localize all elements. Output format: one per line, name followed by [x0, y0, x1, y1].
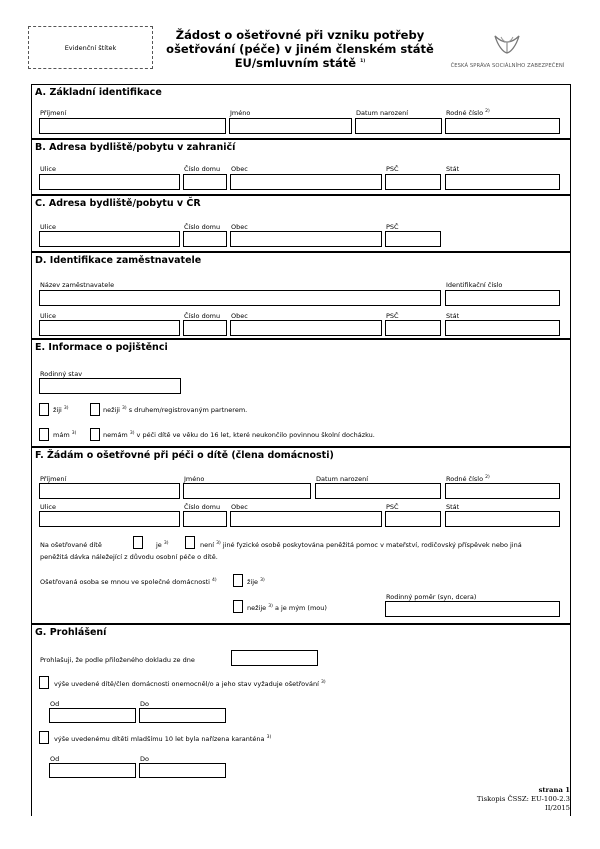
support-is-label: je $^{3)}$ [156, 540, 169, 549]
section-e-title: E. Informace o pojištěnci [35, 342, 168, 353]
title-line-3: EU/smluvním státě $^{1)}$ [234, 56, 366, 70]
section-f-child-care [31, 447, 571, 624]
section-a-title: A. Základní identifikace [35, 87, 162, 98]
section-f-title: F. Žádám o ošetřovné při péči o dítě (člena domácnosti) [35, 450, 334, 461]
illness-from-field[interactable] [49, 708, 136, 723]
section-b-title: B. Adresa bydliště/pobytu v zahraničí [35, 142, 236, 153]
label-to: Do [140, 755, 149, 763]
quarantine-label: výše uvedenému dítěti mladšímu 10 let byla nařízena karanténa $^{3)}$ [54, 734, 272, 743]
document-date-field[interactable] [231, 650, 318, 666]
lives-label: žiji $^{3)}$ [53, 405, 69, 414]
form-code: Tiskopis ČSSZ: EU-100-2.3 [476, 795, 570, 803]
employer-zip-field[interactable] [385, 320, 441, 336]
label-city: Obec [231, 503, 248, 511]
relation-field[interactable] [385, 601, 560, 617]
label-to: Do [140, 700, 149, 708]
no-child-checkbox[interactable] [90, 428, 100, 441]
label-birthdate: Datum narození [356, 109, 408, 117]
label-zip: PSČ [386, 165, 399, 173]
employer-country-field[interactable] [445, 320, 560, 336]
label-country: Stát [446, 165, 460, 173]
section-c-title: C. Adresa bydliště/pobytu v ČR [35, 198, 201, 209]
child-birthnum-field[interactable] [445, 483, 560, 499]
label-housenum: Číslo domu [184, 165, 221, 173]
label-street: Ulice [40, 312, 56, 320]
child-housenum-field[interactable] [183, 511, 227, 527]
label-street: Ulice [40, 223, 56, 231]
label-housenum: Číslo domu [184, 312, 221, 320]
label-city: Obec [231, 223, 248, 231]
form-title [165, 28, 435, 70]
label-surname: Příjmení [40, 475, 67, 483]
quarantine-to-field[interactable] [139, 763, 226, 778]
label-zip: PSČ [386, 312, 399, 320]
label-birthnum: Rodné číslo $^{2)}$ [446, 108, 490, 117]
label-employer: Název zaměstnavatele [40, 281, 115, 289]
illness-label: výše uvedené dítě/člen domácnosti onemocněl/o a jeho stav vyžaduje ošetřování $^{3)}$ [54, 679, 326, 688]
household-label: Ošetřovaná osoba se mnou ve společné domácnosti $^{4)}$ [40, 577, 217, 586]
label-city: Obec [231, 312, 248, 320]
quarantine-from-field[interactable] [49, 763, 136, 778]
cssz-logo-name: ČESKÁ SPRÁVA SOCIÁLNÍHO ZABEZPEČENÍ [450, 63, 565, 69]
has-child-checkbox[interactable] [39, 428, 49, 441]
illness-checkbox[interactable] [39, 676, 49, 689]
label-from: Od [50, 700, 60, 708]
title-line-2: ošetřování (péče) v jiném členském státě [166, 42, 434, 56]
child-zip-field[interactable] [385, 511, 441, 527]
child-country-field[interactable] [445, 511, 560, 527]
employer-name-field[interactable] [39, 290, 441, 306]
child-birthdate-field[interactable] [315, 483, 441, 499]
birthdate-field[interactable] [355, 118, 442, 134]
name-field[interactable] [229, 118, 352, 134]
label-country: Stát [446, 312, 460, 320]
not-lives-with-partner-checkbox[interactable] [90, 403, 100, 416]
cz-housenum-field[interactable] [183, 231, 227, 247]
support-line-2: peněžitá dávka náležející z důvodu osobní péče o dítě. [40, 553, 218, 561]
employer-street-field[interactable] [39, 320, 180, 336]
label-zip: PSČ [386, 223, 399, 231]
label-name: Jméno [184, 475, 205, 483]
label-surname: Příjmení [40, 109, 67, 117]
foreign-city-field[interactable] [230, 174, 382, 190]
surname-field[interactable] [39, 118, 226, 134]
support-isnot-label: není $^{3)}$ jiné fyzické osobě poskytována peněžitá pomoc v mateřství, rodičovský příspěvek nebo jiná [200, 540, 522, 549]
employer-city-field[interactable] [230, 320, 382, 336]
label-from: Od [50, 755, 60, 763]
label-street: Ulice [40, 165, 56, 173]
cz-zip-field[interactable] [385, 231, 441, 247]
child-surname-field[interactable] [39, 483, 180, 499]
household-notlives-label: nežije $^{3)}$ a je mým (mou) [247, 603, 327, 612]
marital-status-field[interactable] [39, 378, 181, 394]
section-g-title: G. Prohlášení [35, 627, 107, 638]
label-housenum: Číslo domu [184, 503, 221, 511]
not-lives-label: nežiji $^{3)}$ s druhem/registrovaným partnerem. [103, 405, 248, 414]
child-city-field[interactable] [230, 511, 382, 527]
employer-housenum-field[interactable] [183, 320, 227, 336]
illness-to-field[interactable] [139, 708, 226, 723]
label-birthdate: Datum narození [316, 475, 368, 483]
household-lives-label: žije $^{3)}$ [247, 577, 265, 586]
support-isnot-checkbox[interactable] [185, 536, 195, 549]
form-date: II/2015 [545, 804, 570, 812]
cz-street-field[interactable] [39, 231, 180, 247]
title-line-1: Žádost o ošetřovné při vzniku potřeby [175, 28, 425, 42]
label-marital-status: Rodinný stav [40, 370, 83, 378]
household-lives-checkbox[interactable] [233, 574, 243, 587]
support-is-checkbox[interactable] [133, 536, 143, 549]
child-name-field[interactable] [183, 483, 311, 499]
no-child-label: nemám $^{3)}$ v péči dítě ve věku do 16 let, které neukončilo povinnou školní docházku. [103, 430, 375, 439]
label-country: Stát [446, 503, 460, 511]
label-name: Jméno [230, 109, 251, 117]
label-zip: PSČ [386, 503, 399, 511]
page-footer [477, 786, 570, 813]
declare-label: Prohlašuji, že podle přiloženého dokladu ze dne [40, 656, 195, 664]
page-number: strana 1 [538, 786, 570, 794]
employer-id-field[interactable] [445, 290, 560, 306]
label-relation: Rodinný poměr (syn, dcera) [386, 593, 477, 601]
foreign-housenum-field[interactable] [183, 174, 227, 190]
household-notlives-checkbox[interactable] [233, 600, 243, 613]
cssz-logo [440, 30, 575, 75]
label-housenum: Číslo domu [184, 223, 221, 231]
cssz-emblem-icon [492, 32, 522, 56]
child-prefix-label: Na ošetřované dítě [40, 541, 102, 549]
label-street: Ulice [40, 503, 56, 511]
quarantine-checkbox[interactable] [39, 731, 49, 744]
cz-city-field[interactable] [230, 231, 382, 247]
foreign-street-field[interactable] [39, 174, 180, 190]
section-d-title: D. Identifikace zaměstnavatele [35, 255, 202, 266]
label-city: Obec [231, 165, 248, 173]
label-birthnum: Rodné číslo $^{2)}$ [446, 474, 490, 483]
birthnum-field[interactable] [445, 118, 560, 134]
stamp-label: Evidenční štítek [64, 43, 117, 52]
child-street-field[interactable] [39, 511, 180, 527]
has-child-label: mám $^{3)}$ [53, 430, 77, 439]
registration-stamp-area [28, 26, 153, 69]
label-idnum: Identifikační číslo [446, 281, 503, 289]
foreign-zip-field[interactable] [385, 174, 441, 190]
foreign-country-field[interactable] [445, 174, 560, 190]
lives-with-partner-checkbox[interactable] [39, 403, 49, 416]
